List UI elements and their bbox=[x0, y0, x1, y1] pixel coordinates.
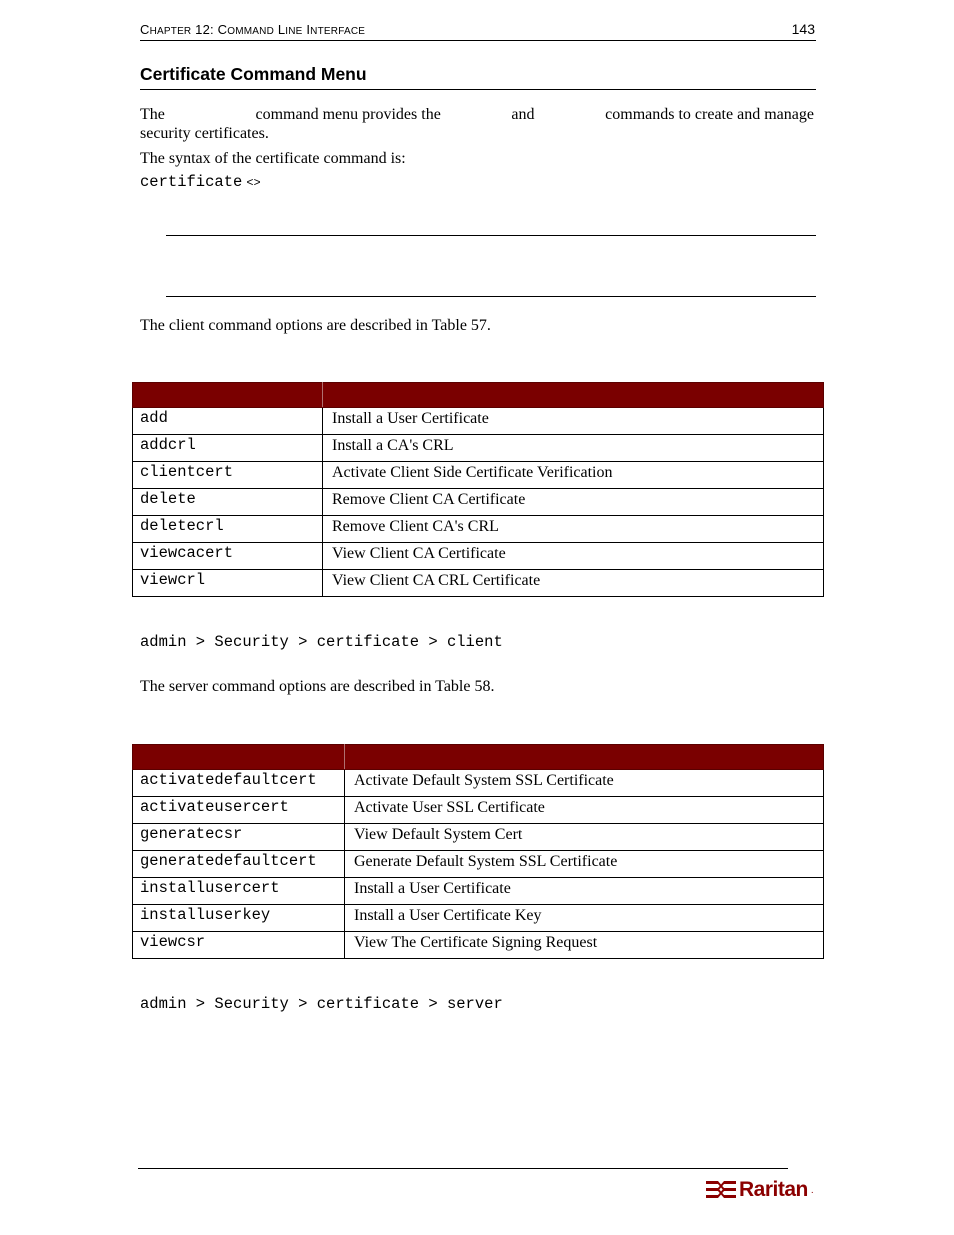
command-cell: viewcacert bbox=[133, 543, 323, 570]
raritan-logo-icon bbox=[706, 1179, 736, 1201]
chapter-header bbox=[140, 22, 365, 37]
table-row bbox=[133, 570, 824, 597]
chapter-header-text: HAPTER bbox=[149, 26, 192, 37]
syntax-command bbox=[140, 173, 261, 191]
raritan-logo-dot: . bbox=[810, 1184, 814, 1196]
intro-word: command menu provides the bbox=[255, 106, 441, 123]
chapter-header-text: L bbox=[274, 22, 286, 37]
table-row bbox=[133, 408, 824, 435]
command-cell: installuserkey bbox=[133, 905, 345, 932]
chapter-header-text: INE bbox=[285, 26, 303, 37]
section-title: Certificate Command Menu bbox=[140, 64, 367, 84]
description-cell: Remove Client CA Certificate bbox=[323, 489, 824, 516]
command-cell: viewcsr bbox=[133, 932, 345, 959]
client-intro: The client command options are described in Table 57. bbox=[140, 317, 491, 334]
table-row bbox=[133, 435, 824, 462]
command-cell: viewcrl bbox=[133, 570, 323, 597]
intro-word: commands to create and manage bbox=[605, 106, 814, 123]
description-cell: Install a CA's CRL bbox=[323, 435, 824, 462]
raritan-logo bbox=[706, 1178, 814, 1202]
chapter-header-text: I bbox=[302, 22, 311, 37]
command-cell: delete bbox=[133, 489, 323, 516]
table-header-row bbox=[133, 383, 824, 408]
footer-rule bbox=[138, 1168, 788, 1169]
description-cell: Install a User Certificate bbox=[323, 408, 824, 435]
intro-word: The bbox=[140, 106, 165, 123]
syntax-text: The syntax of the certificate command is: bbox=[140, 150, 406, 167]
command-cell: activatedefaultcert bbox=[133, 770, 345, 797]
table-header-row bbox=[133, 745, 824, 770]
command-cell: deletecrl bbox=[133, 516, 323, 543]
description-cell: View Client CA Certificate bbox=[323, 543, 824, 570]
chapter-header-text: OMMAND bbox=[227, 26, 275, 37]
description-cell: Activate Client Side Certificate Verification bbox=[323, 462, 824, 489]
command-cell: generatecsr bbox=[133, 824, 345, 851]
server-command-path: admin > Security > certificate > server bbox=[140, 995, 503, 1013]
header-rule bbox=[140, 40, 816, 41]
chapter-header-text: C bbox=[140, 22, 150, 37]
table-row bbox=[133, 462, 824, 489]
command-cell: add bbox=[133, 408, 323, 435]
chapter-header-text: 12: bbox=[191, 22, 218, 37]
table-header-cell bbox=[133, 383, 323, 408]
server-command-table bbox=[132, 744, 824, 959]
table-row bbox=[133, 543, 824, 570]
intro-gap bbox=[560, 105, 580, 124]
intro-paragraph bbox=[140, 105, 814, 143]
table-header-cell bbox=[345, 745, 824, 770]
page-number: 143 bbox=[791, 21, 815, 37]
chapter-header-text: NTERFACE bbox=[310, 26, 366, 37]
table-row bbox=[133, 797, 824, 824]
description-cell: Remove Client CA's CRL bbox=[323, 516, 824, 543]
syntax-command-name: certificate bbox=[140, 173, 243, 191]
client-command-path: admin > Security > certificate > client bbox=[140, 633, 503, 651]
description-cell: Activate User SSL Certificate bbox=[345, 797, 824, 824]
table-row bbox=[133, 932, 824, 959]
syntax-command-arg: <> bbox=[246, 176, 261, 190]
raritan-logo-text: Raritan bbox=[739, 1178, 808, 1201]
table-row bbox=[133, 824, 824, 851]
intro-word: and bbox=[511, 106, 535, 123]
description-cell: Generate Default System SSL Certificate bbox=[345, 851, 824, 878]
section-rule bbox=[140, 89, 816, 90]
server-intro: The server command options are described in Table 58. bbox=[140, 678, 495, 695]
command-cell: installusercert bbox=[133, 878, 345, 905]
command-cell: clientcert bbox=[133, 462, 323, 489]
intro-line-1 bbox=[140, 105, 814, 124]
description-cell: View Default System Cert bbox=[345, 824, 824, 851]
table-row bbox=[133, 905, 824, 932]
intro-line-2: security certificates. bbox=[140, 125, 269, 142]
blank-rule-2 bbox=[166, 296, 816, 297]
table-row bbox=[133, 878, 824, 905]
description-cell: View The Certificate Signing Request bbox=[345, 932, 824, 959]
blank-rule-1 bbox=[166, 235, 816, 236]
intro-gap bbox=[466, 105, 486, 124]
table-row bbox=[133, 770, 824, 797]
command-cell: generatedefaultcert bbox=[133, 851, 345, 878]
description-cell: Install a User Certificate Key bbox=[345, 905, 824, 932]
command-cell: activateusercert bbox=[133, 797, 345, 824]
intro-gap bbox=[190, 105, 230, 124]
client-command-table bbox=[132, 382, 824, 597]
table-row bbox=[133, 489, 824, 516]
chapter-header-text: C bbox=[217, 22, 228, 37]
description-cell: View Client CA CRL Certificate bbox=[323, 570, 824, 597]
command-cell: addcrl bbox=[133, 435, 323, 462]
table-row bbox=[133, 851, 824, 878]
table-header-cell bbox=[133, 745, 345, 770]
table-row bbox=[133, 516, 824, 543]
description-cell: Install a User Certificate bbox=[345, 878, 824, 905]
description-cell: Activate Default System SSL Certificate bbox=[345, 770, 824, 797]
table-header-cell bbox=[323, 383, 824, 408]
